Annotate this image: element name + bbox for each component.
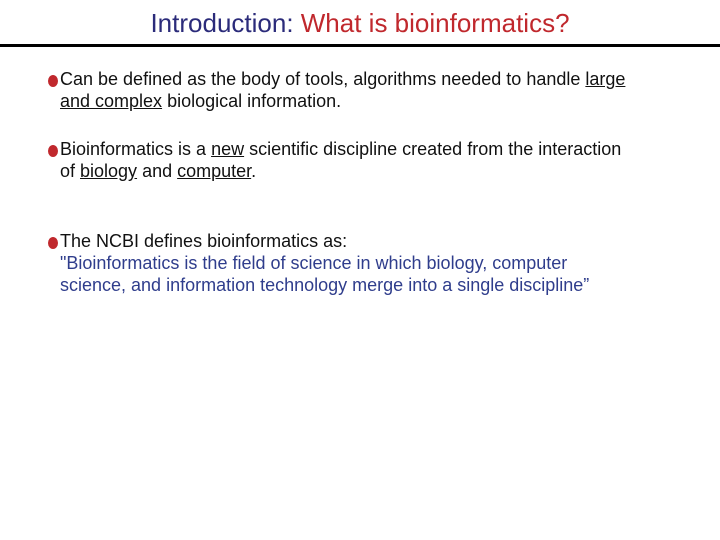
bullet-2-text: Bioinformatics is a bbox=[60, 139, 212, 159]
bullet-1-line2-text: biological information. bbox=[162, 91, 342, 111]
bullet-2-text-cont: scientific discipline created from the interaction bbox=[244, 139, 622, 159]
bullet-1-text: Can be defined as the body of tools, algorithms needed to handle bbox=[60, 69, 586, 89]
quote-line-1: "Bioinformatics is the field of science in which biology, computer bbox=[60, 253, 568, 273]
bullet-2-line2-a: of bbox=[60, 161, 81, 181]
bullet-2-line2-b: and bbox=[137, 161, 178, 181]
title-divider bbox=[0, 44, 720, 47]
bullet-item-2 bbox=[48, 138, 698, 182]
bullet-2-underlined-biology: biology bbox=[80, 161, 138, 181]
quote-line-2: science, and information technology merge into a single discipline” bbox=[60, 275, 590, 295]
title-highlight: What is bioinformatics? bbox=[300, 8, 570, 38]
bullet-text-2 bbox=[60, 138, 698, 182]
bullet-dot-icon bbox=[48, 145, 58, 157]
bullet-dot-icon bbox=[48, 75, 58, 87]
bullet-2-underlined-new: new bbox=[211, 139, 245, 159]
bullet-item-3 bbox=[48, 230, 698, 296]
bullet-2-underlined-computer: computer bbox=[177, 161, 252, 181]
bullet-item-1 bbox=[48, 68, 698, 112]
bullet-3-text: The NCBI defines bioinformatics as: bbox=[60, 231, 348, 251]
bullet-dot-icon bbox=[48, 237, 58, 249]
bullet-1-underlined-large: large bbox=[585, 69, 626, 89]
bullet-1-underlined-complex: and complex bbox=[60, 91, 163, 111]
bullet-1-line2 bbox=[60, 90, 698, 112]
bullet-2-line2-c: . bbox=[251, 161, 257, 181]
ncbi-quote bbox=[60, 252, 698, 296]
bullet-2-line2 bbox=[60, 160, 698, 182]
slide-title bbox=[0, 7, 720, 39]
bullet-text-1 bbox=[60, 68, 698, 112]
title-prefix: Introduction: bbox=[150, 8, 301, 38]
